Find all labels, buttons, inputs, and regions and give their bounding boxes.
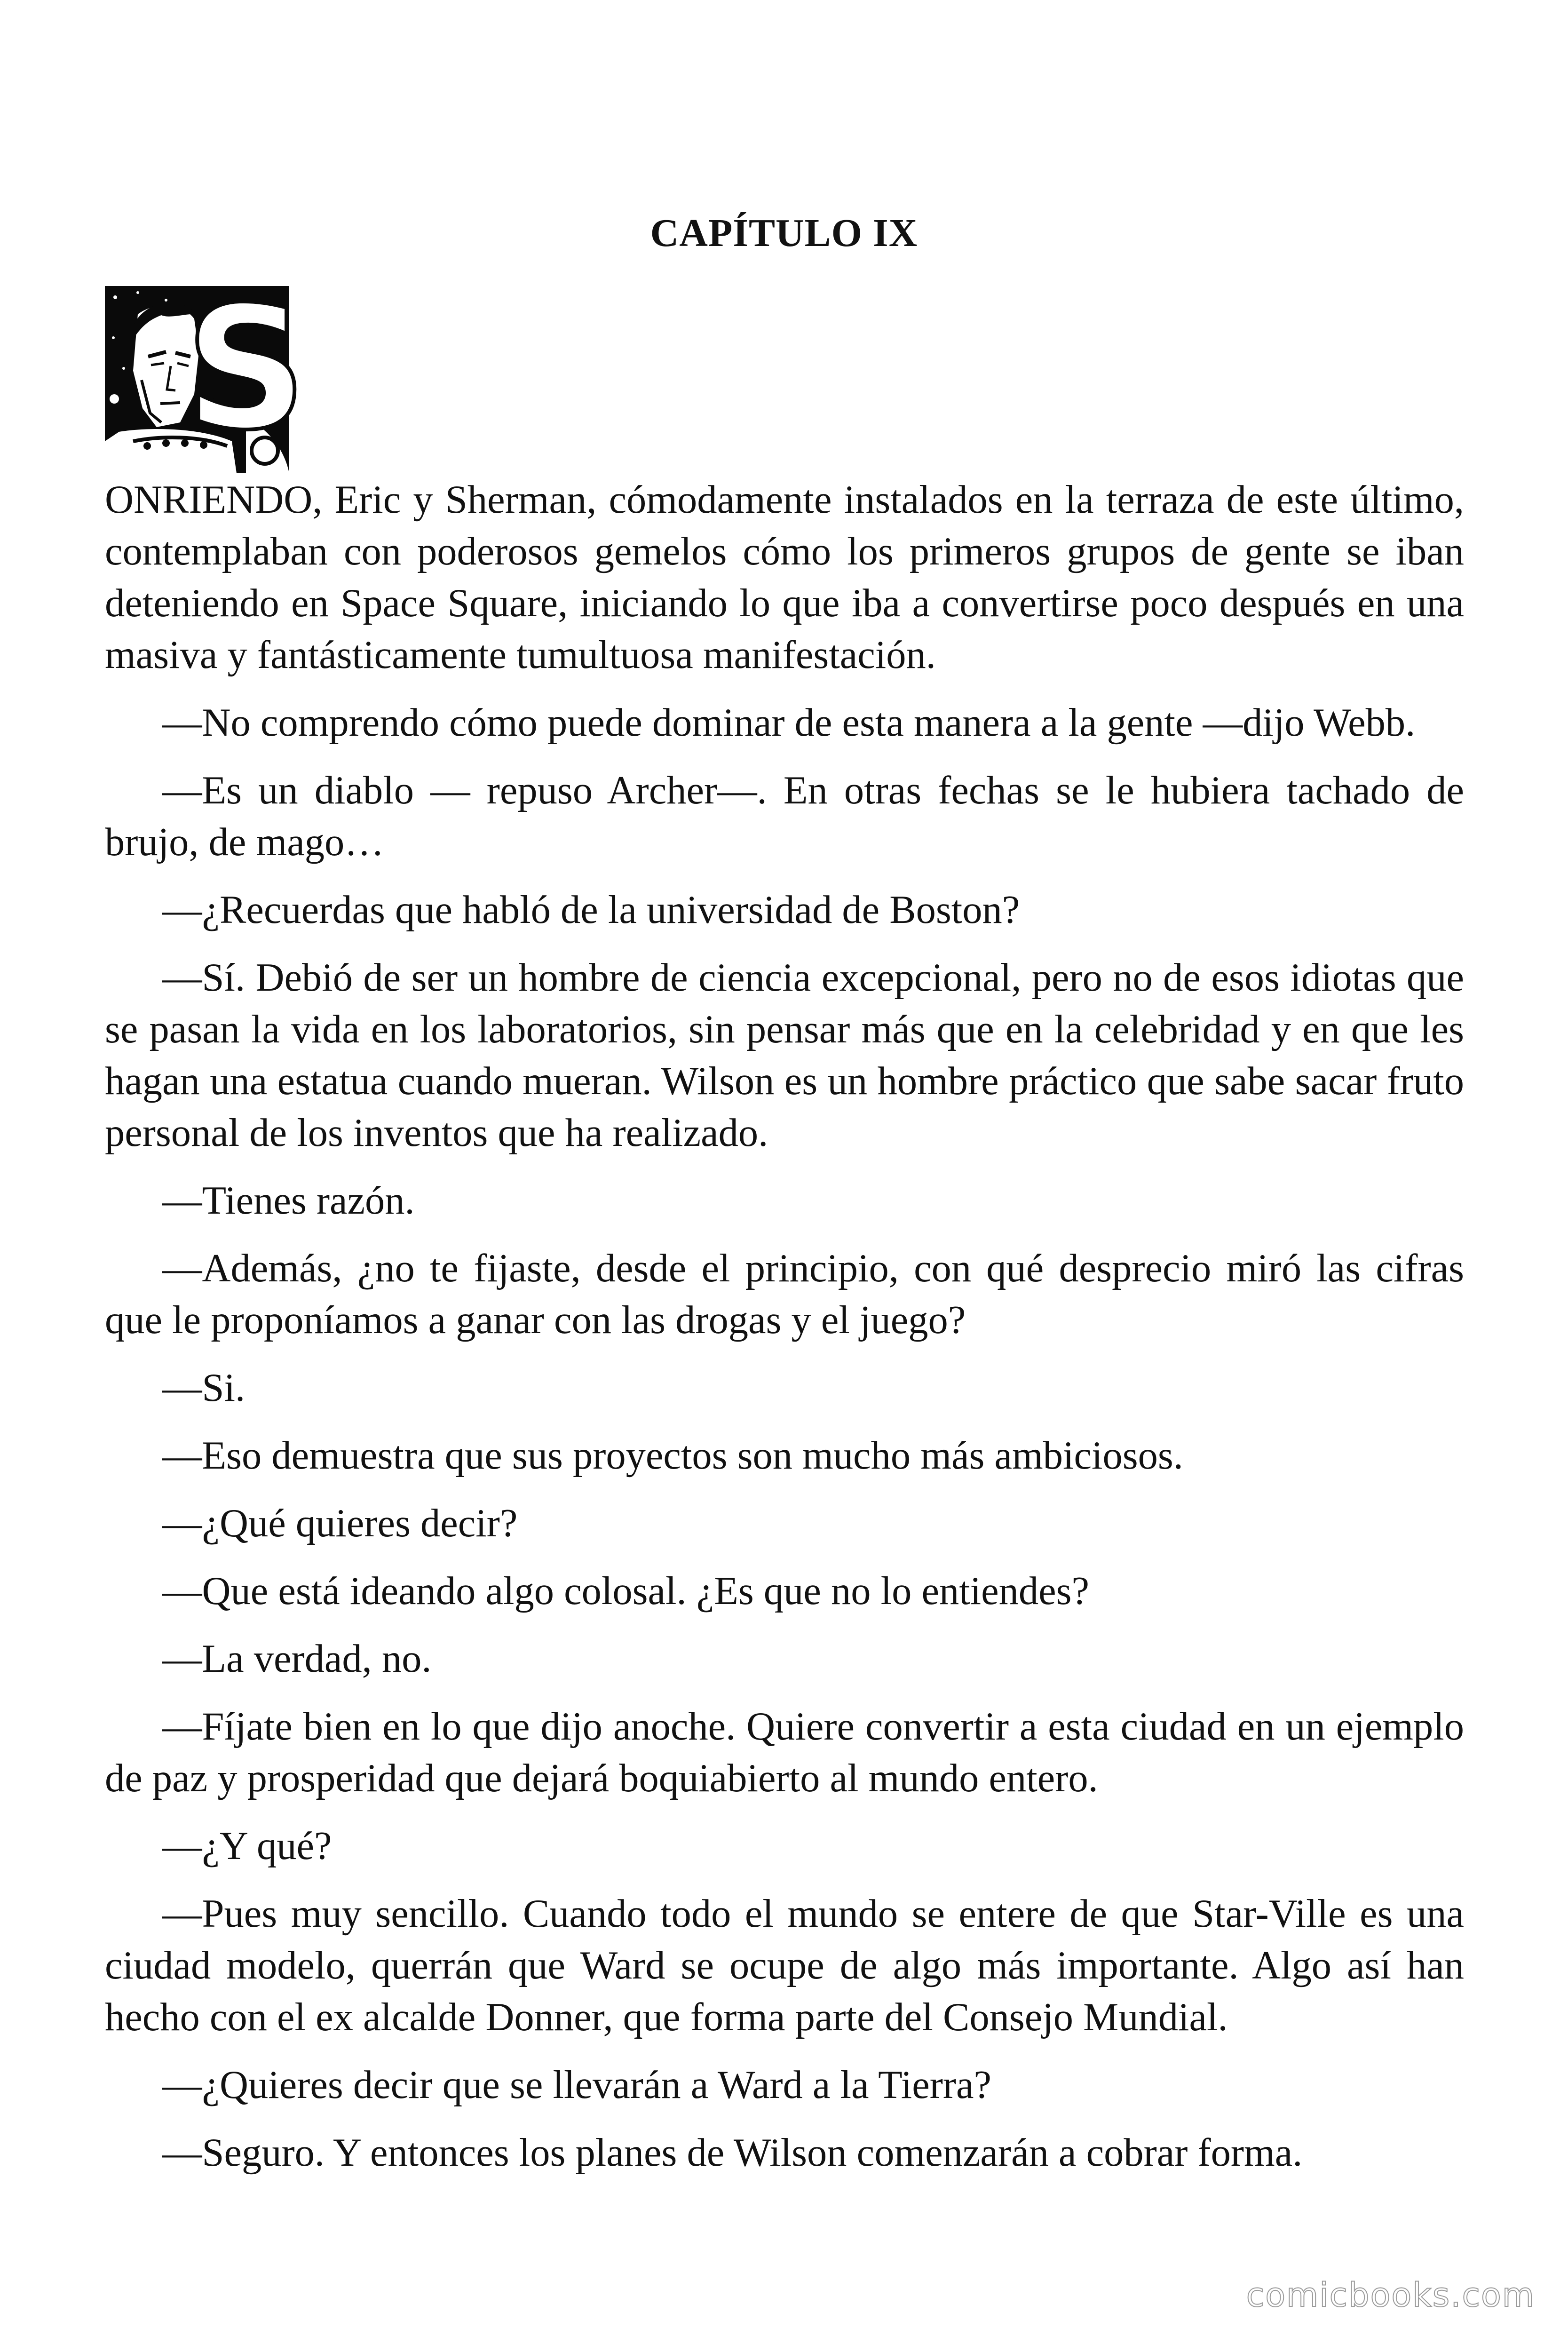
paragraph: —Seguro. Y entonces los planes de Wilson comenzarán a cobrar forma. <box>162 2131 1303 2175</box>
drop-cap-illustration <box>105 270 307 473</box>
paragraph: —¿Qué quieres decir? <box>162 1502 518 1545</box>
paragraph: ONRIENDO, Eric y Sherman, cómodamente instalados en la terraza de este último, contemplaban con poderosos gemelos cómo los primeros grupos de gente se iban deteniendo en Space Square, iniciando lo que iba a convertirse poco después en una masiva y fantásticamente tumultuosa manifestación. <box>105 478 1464 677</box>
paragraph: —Eso demuestra que sus proyectos son mucho más ambiciosos. <box>162 1434 1183 1478</box>
paragraph: —¿Y qué? <box>162 1824 332 1868</box>
chapter-body <box>105 474 1464 2195</box>
paragraph: —La verdad, no. <box>162 1637 432 1681</box>
paragraph: —Tienes razón. <box>162 1179 415 1223</box>
paragraph: —No comprendo cómo puede dominar de esta manera a la gente —dijo Webb. <box>162 701 1416 745</box>
chapter-title: CAPÍTULO IX <box>650 211 918 255</box>
paragraph: —¿Recuerdas que habló de la universidad de Boston? <box>162 888 1020 932</box>
paragraph: —Pues muy sencillo. Cuando todo el mundo se entere de que Star-Ville es una ciudad modelo, querrán que Ward se ocupe de algo más importante. Algo así han hecho con el ex alcalde Donner, que forma parte del Consejo Mundial. <box>105 1892 1464 2039</box>
paragraph: —Es un diablo — repuso Archer—. En otras fechas se le hubiera tachado de brujo, de mago… <box>105 769 1464 864</box>
paragraph: —Fíjate bien en lo que dijo anoche. Quiere convertir a esta ciudad en un ejemplo de paz y prosperidad que dejará boquiabierto al mundo entero. <box>105 1705 1464 1800</box>
paragraph: —¿Quieres decir que se llevarán a Ward a la Tierra? <box>162 2063 992 2107</box>
watermark: comicbooks.com <box>1246 2276 1535 2314</box>
paragraph: —Además, ¿no te fijaste, desde el principio, con qué desprecio miró las cifras que le proponíamos a ganar con las drogas y el juego? <box>105 1247 1464 1342</box>
drop-cap-letter: S <box>185 270 307 467</box>
astronaut-portrait-icon <box>105 270 307 473</box>
paragraph: —Que está ideando algo colosal. ¿Es que no lo entiendes? <box>162 1569 1090 1613</box>
paragraph: —Si. <box>162 1366 245 1410</box>
paragraph: —Sí. Debió de ser un hombre de ciencia excepcional, pero no de esos idiotas que se pasan la vida en los laboratorios, sin pensar más que en la celebridad y en que les hagan una estatua cuando mueran. Wilson es un hombre práctico que sabe sacar fruto personal de los inventos que ha realizado. <box>105 956 1464 1155</box>
